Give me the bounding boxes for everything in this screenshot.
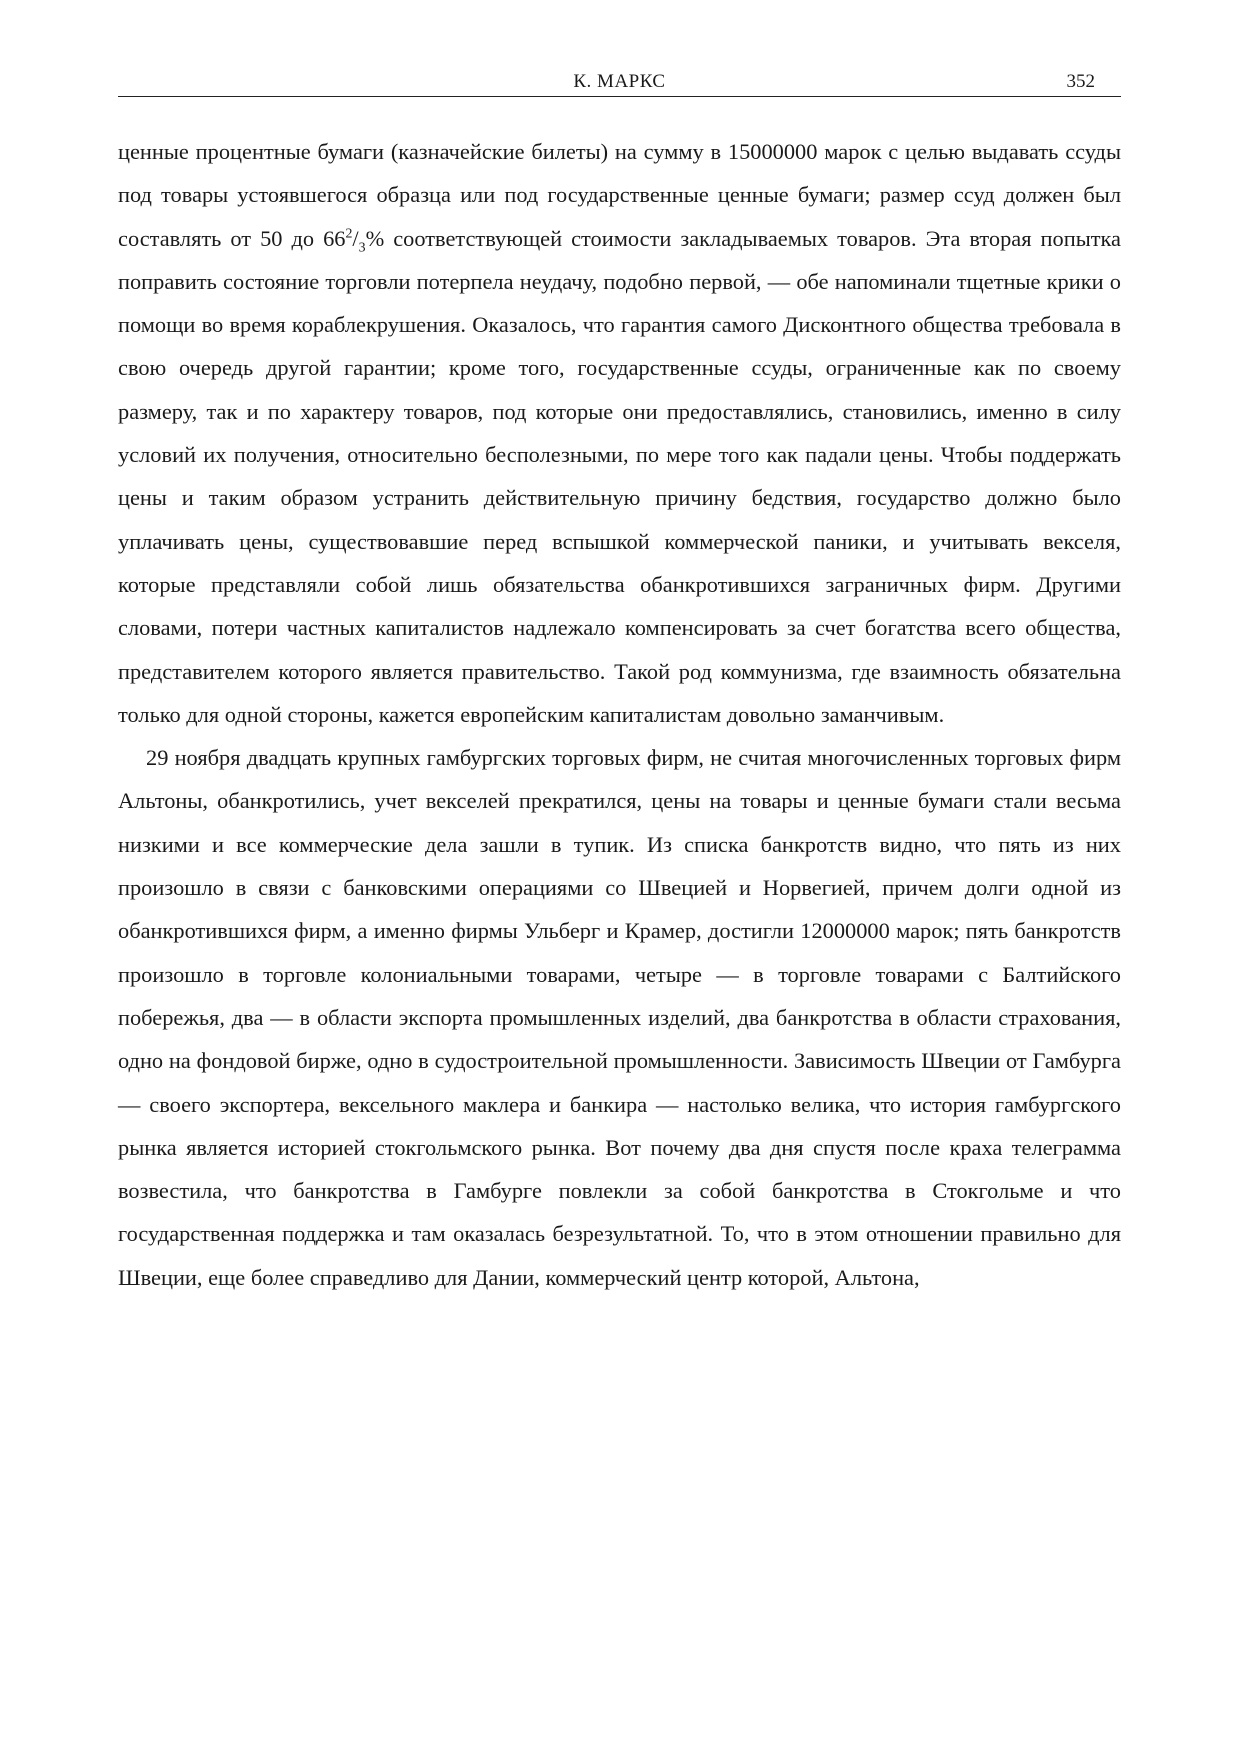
paragraph-1	[118, 130, 1121, 736]
fraction-denominator: 3	[358, 240, 366, 256]
paragraph-1-text-end: % соответствующей стоимости закладываемых товаров. Эта вторая попытка поправить состояние торговли потерпела неудачу, подобно первой, — обе напоминали тщетные крики о помощи во время кораблекрушения. Оказалось, что гарантия самого Дисконтного общества требовала в свою очередь другой гарантии; кроме того, государственные ссуды, ограниченные как по своему размеру, так и по характеру товаров, под которые они предоставлялись, становились, именно в силу условий их получения, относительно бесполезными, по мере того как падали цены. Чтобы поддержать цены и таким образом устранить действительную причину бедствия, государство должно было уплачивать цены, существовавшие перед вспышкой коммерческой паники, и учитывать векселя, которые представляли собой лишь обязательства обанкротившихся заграничных фирм. Другими словами, потери частных капиталистов надлежало компенсировать за счет богатства всего общества, представителем которого является правительство. Такой род коммунизма, где взаимность обязательна только для одной стороны, кажется европейским капиталистам довольно заманчивым.	[118, 225, 1121, 727]
page-number: 352	[1066, 71, 1095, 92]
body-text	[118, 130, 1121, 1299]
paragraph-1-text-start: ценные процентные бумаги (казначейские билеты) на сумму в 15000000 марок с целью выдавать ссуды под товары устоявшегося образца или под государственные ценные бумаги; размер ссуд должен был составлять от 50 до 66	[118, 139, 1121, 251]
document-page	[118, 68, 1121, 1299]
fraction-slash: /	[352, 225, 359, 251]
running-header	[118, 68, 1121, 97]
paragraph-2: 29 ноября двадцать крупных гамбургских торговых фирм, не считая многочисленных торговых фирм Альтоны, обанкротились, учет векселей прекратился, цены на товары и ценные бумаги стали весьма низкими и все коммерческие дела зашли в тупик. Из списка банкротств видно, что пять из них произошло в связи с банковскими операциями со Швецией и Норвегией, причем долги одной из обанкротившихся фирм, а именно фирмы Ульберг и Крамер, достигли 12000000 марок; пять банкротств произошло в торговле колониальными товарами, четыре — в торговле товарами с Балтийского побережья, два — в области экспорта промышленных изделий, два банкротства в области страхования, одно на фондовой бирже, одно в судостроительной промышленности. Зависимость Швеции от Гамбурга — своего экспортера, вексельного маклера и банкира — настолько велика, что история гамбургского рынка является историей стокгольмского рынка. Вот почему два дня спустя после краха телеграмма возвестила, что банкротства в Гамбурге повлекли за собой банкротства в Стокгольме и что государственная поддержка и там оказалась безрезультатной. То, что в этом отношении правильно для Швеции, еще более справедливо для Дании, коммерческий центр которой, Альтона,	[118, 745, 1121, 1290]
fraction-numerator: 2	[345, 226, 353, 242]
running-title: К. МАРКС	[573, 71, 666, 92]
